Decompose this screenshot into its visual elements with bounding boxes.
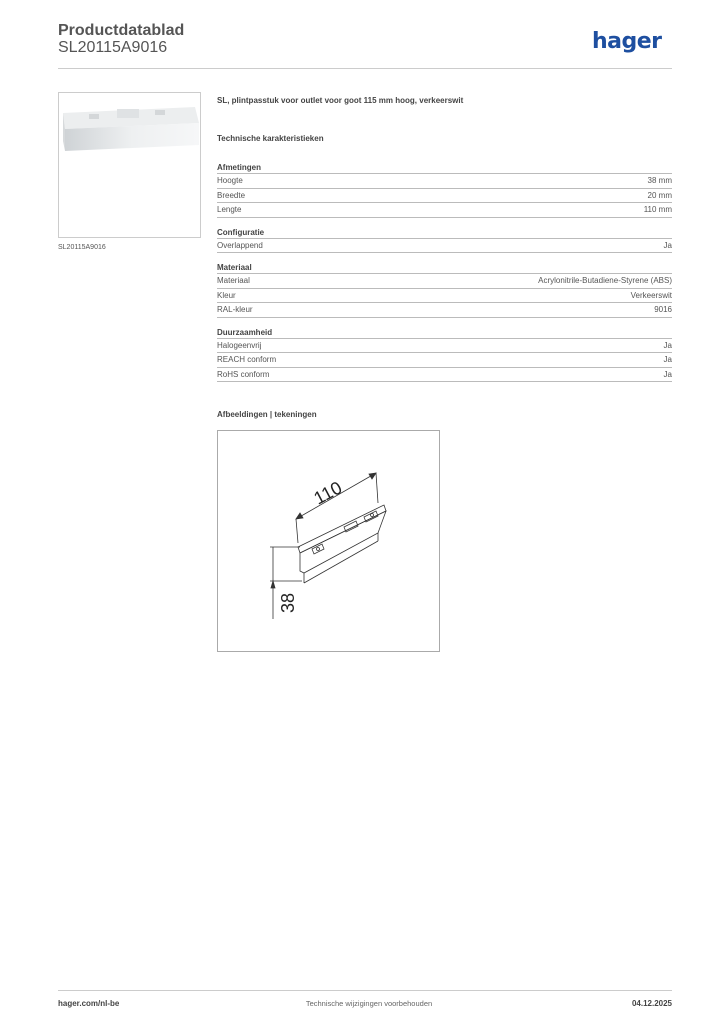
spec-row xyxy=(217,368,672,383)
height-dimension-label: 38 xyxy=(278,592,298,613)
spec-row xyxy=(217,339,672,354)
section-afmetingen xyxy=(217,163,672,218)
spec-label: Hoogte xyxy=(217,176,243,185)
section-title: Afmetingen xyxy=(217,163,672,174)
footer-url[interactable]: hager.com/nl-be xyxy=(58,999,120,1008)
tech-heading: Technische karakteristieken xyxy=(217,134,324,143)
product-thumbnail-image xyxy=(59,93,201,238)
spec-value: Ja xyxy=(663,340,672,350)
spec-value: 20 mm xyxy=(647,190,672,200)
product-description: SL, plintpasstuk voor outlet voor goot 115 mm hoog, verkeerswit xyxy=(217,96,464,105)
technical-drawing xyxy=(217,430,440,652)
section-duurzaamheid xyxy=(217,328,672,383)
footer-note: Technische wijzigingen voorbehouden xyxy=(305,999,433,1008)
spec-label: RAL-kleur xyxy=(217,305,253,314)
technical-drawing-svg xyxy=(218,431,439,651)
spec-row xyxy=(217,303,672,318)
spec-label: Halogeenvrij xyxy=(217,340,262,350)
thumbnail-caption: SL20115A9016 xyxy=(58,244,106,251)
section-title: Duurzaamheid xyxy=(217,328,672,339)
spec-label: Lengte xyxy=(217,205,242,214)
page-title: Productdatablad xyxy=(58,22,185,39)
spec-row xyxy=(217,203,672,218)
spec-row xyxy=(217,174,672,189)
spec-row xyxy=(217,189,672,204)
spec-value: Ja xyxy=(663,369,672,379)
spec-row xyxy=(217,353,672,368)
footer-divider xyxy=(58,990,672,991)
spec-label: Breedte xyxy=(217,190,246,200)
section-configuratie xyxy=(217,228,672,254)
spec-row xyxy=(217,239,672,254)
section-title: Configuratie xyxy=(217,228,672,239)
spec-label: RoHS conform xyxy=(217,369,270,379)
images-heading: Afbeeldingen | tekeningen xyxy=(217,410,317,419)
footer-date: 04.12.2025 xyxy=(631,999,672,1008)
spec-panel xyxy=(217,96,672,382)
product-thumbnail xyxy=(58,92,201,238)
header-divider xyxy=(58,68,672,69)
spec-value: 38 mm xyxy=(647,176,672,185)
section-materiaal xyxy=(217,263,672,318)
spec-value: Ja xyxy=(663,240,672,250)
spec-row xyxy=(217,289,672,304)
spec-value: Ja xyxy=(663,355,672,364)
spec-value: 110 mm xyxy=(643,205,672,214)
section-title: Materiaal xyxy=(217,263,672,274)
spec-label: Overlappend xyxy=(217,240,263,250)
product-code: SL20115A9016 xyxy=(58,39,168,56)
length-dimension-label: 110 xyxy=(310,477,346,509)
hager-logo xyxy=(592,29,662,54)
spec-label: Kleur xyxy=(217,290,236,300)
spec-value: Acrylonitrile-Butadiene-Styrene (ABS) xyxy=(538,276,672,285)
spec-label: REACH conform xyxy=(217,355,277,364)
spec-label: Materiaal xyxy=(217,276,250,285)
spec-value: 9016 xyxy=(654,305,672,314)
spec-value: Verkeerswit xyxy=(630,290,672,300)
spec-row xyxy=(217,274,672,289)
logo-text: hager xyxy=(592,29,662,54)
